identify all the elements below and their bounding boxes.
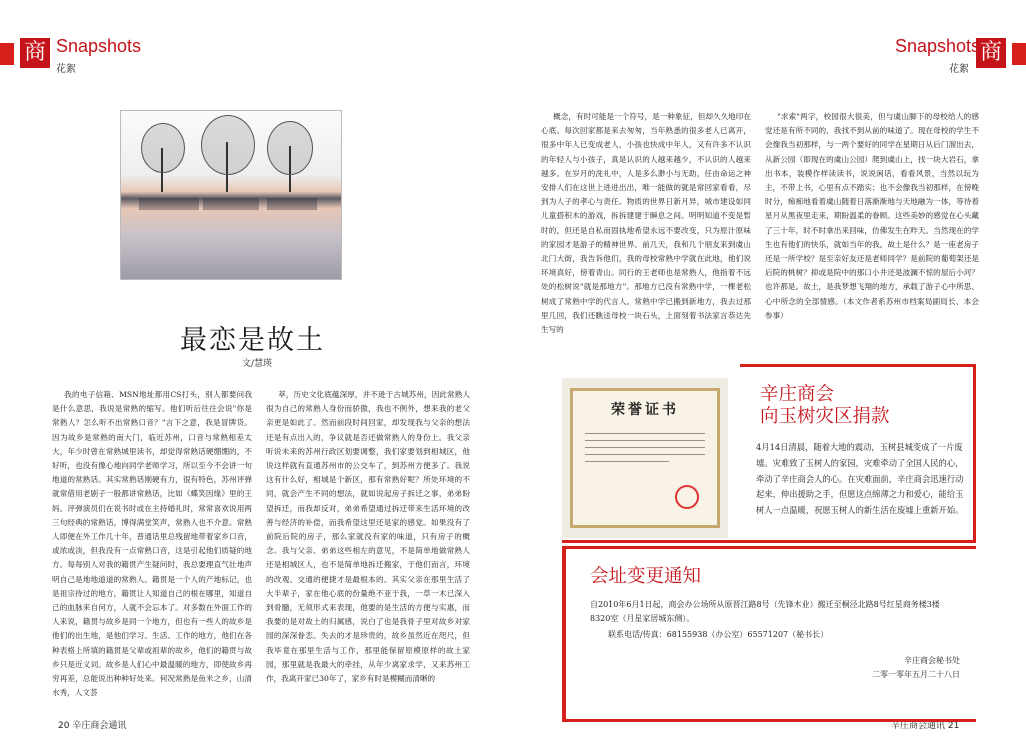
article-text-4: "求索"两字，校园很大很美，但与虞山脚下的母校给人的感觉还是有所不同的，我找不到从前的味道了。现在母校的学生不会像我当初那样，与一两个要好的同学在星期日从后门溜出去，从新公园（即现在的虞山公园）爬到虞山上，找一块大岩石，拿出书本，装模作样读读书，说说闲话，看看风景，当然以玩为主，不带上书，心里有点不踏实；也不会像我当初那样，在傍晚时分，痴痴地看着虞山随着日落渐渐地与天地融为一体，等待着星月从黑夜里走来，期盼温柔的眷顾。这些美妙的感觉在心头藏了三十年，时不时拿出来回味，仿佛发生在昨天。当然现在的学生也有他们的快乐，就如当年的我。故土是什么？是一座老房子还是一所学校？是至亲好友还是老师同学？是前院的葡萄架还是后院的桃树？抑或是院中的那口小井还是波澜不惊的屋后小河？也许都是。故土，是我梦想飞翔的地方，承载了游子心中所思、心中所念的全部情感。（本文作者系苏州市档案局副局长、本会参事）: [765, 112, 979, 320]
header-title-right: Snapshots: [895, 36, 981, 56]
article-text-1: 我的电子信箱、MSN地址都用CS打头，别人都要问我是什么意思，我说是常熟的缩写。他们听后往往会说"你是常熟人？怎么听不出常熟口音？"言下之意，我是冒牌货。因为故乡是常熟的南大门，临近苏州，口音与常熟相差太大，年少时曾在常熟城里读书，却觉得常熟话硬绷绷的，不好听，也没有像心地向同学老师学习，所以至今不会讲一句地道的常熟话。其实常熟话刚硬有力，很有特色，苏州评弹就常借用老剧子一般都讲常熟话，比如《蝶笑因缘》里的王妈。评弹演员们在说书时或在主持婚礼时，常常喜欢说用两三句经典的常熟话，博得满堂笑声，常熟人也不介意。常熟人即便在外工作几十年，普通话里总残留地带着家乡口音，或浓或淡，但我没有一点常熟口音，这是引起他们质疑的地方。每每别人对我的籍贯产生疑问时，我总要理直气壮地声明自己是地地道道的常熟人。籍贯是一个人的产地标记，也是祖宗待过的地方，籍贯让人知道自己的根在哪里，知道自己的血脉来自何方，人就不会忘本了。对多数在外面工作的人来说，籍贯与故乡是同一个地方，但也有一些人的故乡是他们的出生地，是他们学习、生活、工作的地方，他们在各种表格上所填的籍贯是父辈或祖辈的故乡，他们的籍贯与故乡只是近义词。故乡是人们心中最温暖的地方，即使故乡再穷再差，总能说出种种好处来。何况常熟是鱼米之乡，山清水秀，人文荟: [52, 390, 252, 698]
header-bar-right: [1012, 43, 1026, 65]
certificate-seal: [675, 485, 699, 509]
header-subtitle-left: 花絮: [56, 64, 76, 75]
footer-right: 辛庄商会通讯 21: [891, 721, 960, 731]
lake-sunset-photo: [120, 110, 342, 280]
notice-signature: 辛庄商会秘书处: [904, 656, 960, 665]
article-byline: 文/慧瑛: [242, 359, 273, 369]
donation-frame-bottom: [562, 540, 976, 543]
article-column-2: [266, 388, 470, 710]
notice-body: 自2010年6月1日起，商会办公场所从原晋江路8号（先锋木业）搬迁至桐泾北路8号红星商务楼3楼8320室（月星家居城东侧）。: [590, 600, 940, 623]
article-column-3: [541, 110, 751, 340]
article-column-1: [52, 388, 252, 710]
article-column-4: [765, 110, 979, 340]
donation-headline-1: 辛庄商会: [760, 384, 835, 405]
article-text-2: 萃，历史文化底蕴深厚，并不逊于古城苏州，因此常熟人很为自己的常熟人身份而骄傲，我也不例外，想来我的老父亲更是如此了。然而前段时间回家，却发现我与父亲的想法还是有点出入的，争议就是否还做常熟人的身份上。我父亲听说未来的苏州行政区划要调整，我们家要划到相城区，他说这样就有直通苏州市的公交车了，到苏州方便多了。我说这有什么好，相城是个新区，那有常熟好呢？所处环境的不同，就会产生不同的想法，就如说起房子拆迁之事，弟弟盼望拆迁，而我却反对，弟弟希望通过拆迁带来生活环境的改善与经济的补偿，而我希望这里还是家的感觉。如果没有了前院后院的房子，那么家就没有家的味道，只有房子的概念。我与父亲、弟弟这些相左的意见，不是简单地做常熟人还是相城区人，也不是简单地拆迁搬家，于他们而言，环境的改观、交通的便捷才是最根本的。其实父亲在那里生活了大半辈子，家在他心底的份量绝不亚于我，一草一木已深入到骨髓，无须形式来表现，他要的是生活的方便与实惠，而我要的是对故土的归属感，说白了也是我骨子里对故乡对家园的深深眷恋。失去的才是珍贵的，故乡虽然近在咫尺，但我毕竟在那里生活与工作，那里能保留原模原样的故土家园，那里就是我最大的牵挂，从年少离家求学，又来苏州工作，我离开家已30年了，家乡有时是模糊而清晰的: [266, 390, 470, 684]
notice-title: 会址变更通知: [590, 566, 702, 587]
notice-date: 二零一零年五月二十八日: [872, 670, 960, 679]
donation-body: 4月14日清晨，随着大地的震动，玉树县城变成了一片废墟。灾难致了玉树人的家园，灾难牵动了全国人民的心，牵动了辛庄商会人的心。在灾难面前，辛庄商会迅速行动起来，伸出援助之手，但愿这点绵薄之力和爱心，能给玉树人一点温暖，祝愿玉树人的新生活在废墟上重新开始。: [756, 442, 964, 516]
header-title-left: Snapshots: [56, 36, 142, 56]
article-text-3: 概念，有时可能是一个符号，是一种象征，但却久久地印在心底。每次回家都是来去匆匆，当年熟悉的很多老人已离开，很多中年人已变成老人，小孩也快成中年人，又有许多不认识的年轻人与小孩子，真是认识的人越来越少，不认识的人越来越多。在岁月的洗礼中，人是多么渺小与无助，任由命运之神安排人们在这世上进进出出，唯一能做的就是常回家看看，尽到为人子的孝心与责任。物质的世界日新月异，城市建设如同儿童搭积木的游戏，拆拆建建于瞬息之间。明明知道不变是暂时的，但还是自私而固执地希望永远不要改变，只为原汁原味的家园才是游子的精神世界。前几天，我和几个朋友来到虞山北门大街，我告诉他们，我的母校常熟中学就在此地，他们说环境真好，傍着青山。同行的王老师也是常熟人，他指着不远处的松树说"就是那地方"。那地方已没有常熟中学，一棵老松树成了常熟中学的代言人。常熟中学已搬到新地方，我去过那里几回，我们还瞧送母校一块石头，上面刻着书法家言恭达先生写的: [541, 112, 751, 335]
certificate-photo: [562, 378, 728, 538]
header-subtitle-right: 花絮: [949, 64, 969, 75]
header-bar-left: [0, 43, 14, 65]
honor-certificate: [570, 388, 720, 528]
footer-left: 20 辛庄商会通讯: [58, 721, 127, 731]
notice-contact: 联系电话/传真：68155938（办公室）65571207（秘书长）: [608, 630, 829, 639]
header-badge-right: 商: [976, 38, 1006, 68]
header-badge-left: 商: [20, 38, 50, 68]
donation-headline-2: 向玉树灾区捐款: [760, 406, 890, 427]
certificate-title: 荣誉证书: [611, 402, 679, 418]
article-title: 最恋是故土: [180, 325, 325, 356]
